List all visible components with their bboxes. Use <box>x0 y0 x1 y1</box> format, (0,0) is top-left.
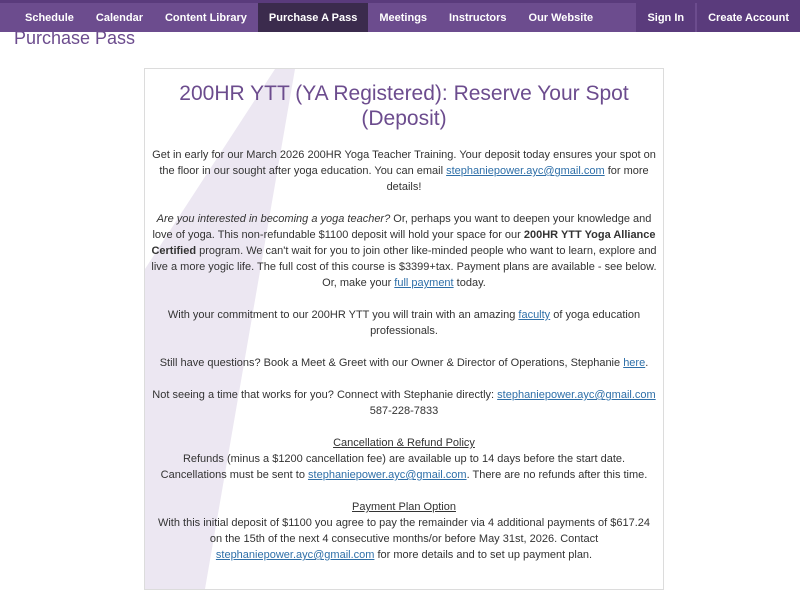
intro-text-end: for more details! <box>386 165 649 193</box>
description-text-1: Or, perhaps you want to deepen your knowledge and love of yoga. This non-refundable $1100 deposit will hold your space for our <box>152 213 652 241</box>
meet-greet-text: Still have questions? Book a Meet & Greet with our Owner & Director of Operations, Stephanie <box>159 357 621 369</box>
nav-our-website[interactable]: Our Website <box>528 11 594 24</box>
contact-paragraph <box>145 387 663 419</box>
description-text-end: today. <box>456 277 486 289</box>
page-title: Purchase Pass <box>14 28 136 48</box>
faculty-text-end: of yoga education professionals. <box>370 309 641 337</box>
book-here-link[interactable]: here <box>623 357 646 369</box>
full-payment-link[interactable]: full payment <box>394 277 454 289</box>
card-content <box>145 69 663 563</box>
nav-instructors[interactable]: Instructors <box>449 11 507 24</box>
nav-calendar[interactable]: Calendar <box>95 11 143 24</box>
meet-greet-paragraph: Still have questions? Book a Meet & Greet with our Owner & Director of Operations, Stephanie here. <box>159 357 649 369</box>
payment-plan-section <box>145 499 663 563</box>
cancellation-section <box>145 435 663 483</box>
cancellation-email-link[interactable]: stephaniepower.ayc@gmail.com <box>308 469 467 481</box>
nav-schedule[interactable]: Schedule <box>25 11 74 24</box>
payment-plan-heading: Payment Plan Option <box>352 501 456 513</box>
cancellation-text: Refunds (minus a $1200 cancellation fee) are available up to 14 days before the start date. Cancellations must be sent to <box>160 453 626 481</box>
account-nav <box>636 3 800 32</box>
sign-in-button[interactable]: Sign In <box>636 3 695 32</box>
faculty-text: With your commitment to our 200HR YTT you will train with an amazing <box>167 309 516 321</box>
intro-text: Get in early for our March 2026 200HR Yoga Teacher Training. Your deposit today ensures your spot on the floor in our sought after yoga education. You can email <box>152 149 656 177</box>
description-text-2: program. We can't wait for you to join other like-minded people who want to learn, explore and live a more yogic life. The full cost of this course is $3399+tax. Payment plans are available - see below. Or, make your <box>151 245 657 289</box>
nav-content-library[interactable]: Content Library <box>164 11 247 24</box>
description-paragraph <box>145 211 663 291</box>
contact-email-link[interactable]: stephaniepower.ayc@gmail.com <box>497 389 656 401</box>
yoga-teacher-question: Are you interested in becoming a yoga teacher? <box>156 213 391 225</box>
contact-phone: 587-228-7833 <box>369 405 439 417</box>
email-link[interactable]: stephaniepower.ayc@gmail.com <box>446 165 605 177</box>
intro-paragraph <box>145 147 663 195</box>
payment-plan-text-end: for more details and to set up payment plan. <box>377 549 593 561</box>
cancellation-heading: Cancellation & Refund Policy <box>333 437 475 449</box>
cancellation-text-end: . There are no refunds after this time. <box>466 469 648 481</box>
create-account-button[interactable]: Create Account <box>697 3 800 32</box>
certification-name: 200HR YTT Yoga Alliance Certified <box>151 229 656 257</box>
nav-meetings[interactable]: Meetings <box>379 11 428 24</box>
payment-plan-text: With this initial deposit of $1100 you agree to pay the remainder via 4 additional payments of $617.24 on the 15th of the next 4 consecutive months/or before May 31st, 2026. Contact <box>157 517 651 545</box>
pass-title: 200HR YTT (YA Registered): Reserve Your Spot (Deposit) <box>179 82 629 130</box>
pass-details-card <box>144 68 664 590</box>
faculty-link[interactable]: faculty <box>518 309 551 321</box>
faculty-paragraph <box>145 307 663 339</box>
contact-text: Not seeing a time that works for you? Connect with Stephanie directly: <box>152 389 495 401</box>
nav-purchase-a-pass[interactable]: Purchase A Pass <box>258 3 368 32</box>
payment-plan-email-link[interactable]: stephaniepower.ayc@gmail.com <box>215 549 375 561</box>
